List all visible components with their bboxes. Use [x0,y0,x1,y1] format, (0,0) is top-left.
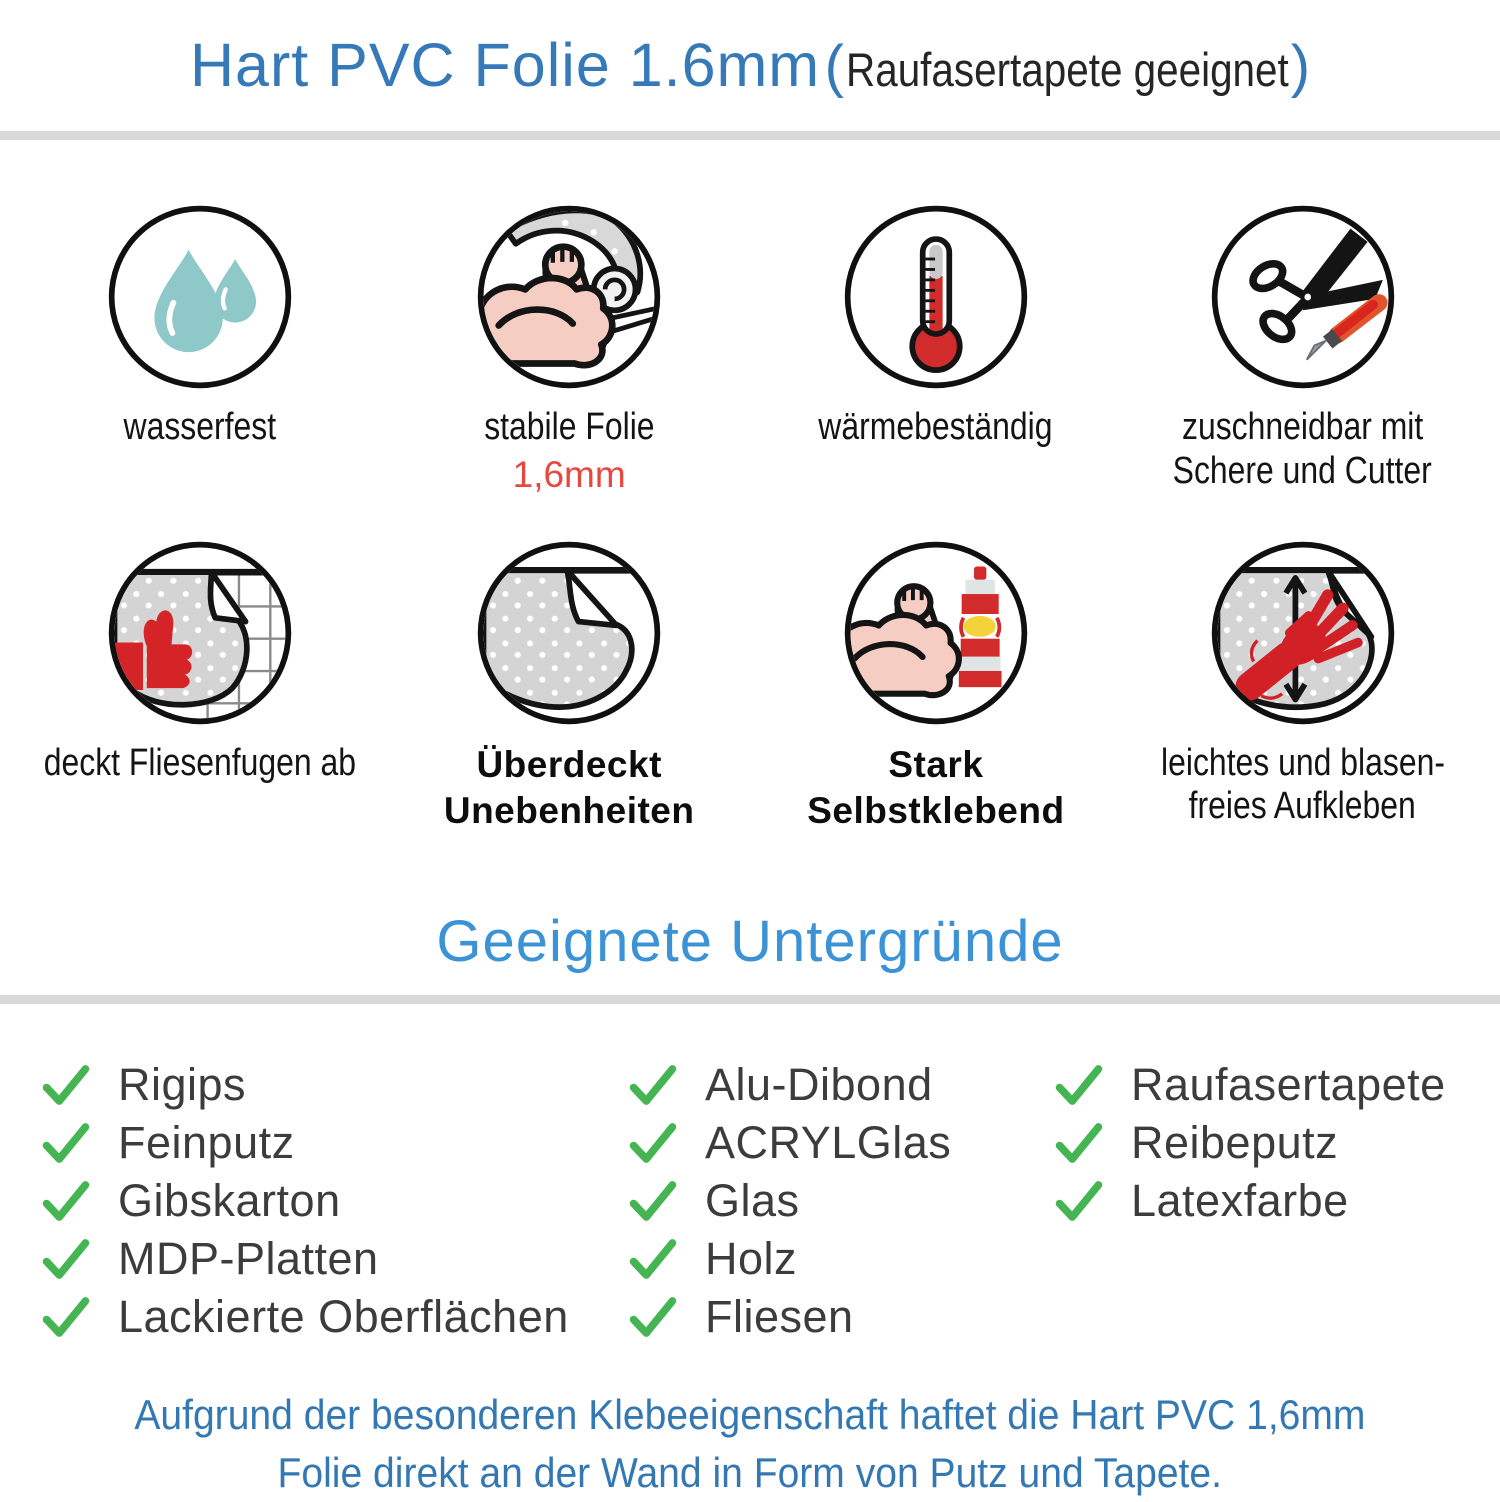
list-item: Reibeputz [1053,1114,1453,1172]
feature-label: Stark Selbstklebend [807,743,1065,831]
feature-fliesenfugen [14,538,386,835]
check-icon [1053,1121,1105,1165]
feature-label: wasserfest [123,406,277,448]
check-icon [40,1237,92,1281]
scissors-cutter-icon [1208,202,1398,392]
footer-line-1: Aufgrund der besonderen Klebeeigenschaft haftet die Hart PVC 1,6mm [134,1391,1366,1439]
list-item: ACRYLGlas [627,1114,1053,1172]
feature-label: Überdeckt Unebenheiten [443,743,695,831]
feature-selbstklebend [753,538,1120,835]
check-icon [1053,1063,1105,1107]
muscle-foil-icon [474,202,664,392]
footer-line-2: Folie direkt an der Wand in Form von Putz und Tapete. [277,1449,1223,1497]
feature-label: deckt Fliesenfugen ab [43,741,357,784]
feature-label: zuschneidbar mit Schere und Cutter [1173,406,1433,492]
title-paren-open: ( [824,34,844,99]
check-icon [1053,1179,1105,1223]
page-title: Hart PVC Folie 1.6mm [189,31,821,99]
header [0,0,1500,100]
features-grid [0,202,1500,834]
check-icon [627,1295,679,1339]
mid-divider [0,995,1500,1004]
list-item: Alu-Dibond [627,1056,1053,1114]
list-item: Rigips [40,1056,627,1114]
feature-wasserfest [14,202,386,496]
feature-label: stabile Folie [484,406,655,448]
feature-zuschneidbar [1119,202,1486,496]
top-divider [0,131,1500,140]
list-item: Raufasertapete [1053,1056,1453,1114]
check-icon [627,1179,679,1223]
title-subtitle: Raufasertapete geeignet [845,43,1289,96]
list-item: MDP-Platten [40,1230,627,1288]
check-icon [627,1063,679,1107]
muscle-glue-icon [841,538,1031,728]
substrates-heading: Geeignete Untergründe [436,909,1064,975]
feature-waermebestaendig [753,202,1120,496]
list-item: Glas [627,1172,1053,1230]
substrates-column-2 [627,1056,1053,1346]
substrates-column-1 [40,1056,627,1346]
check-icon [40,1121,92,1165]
check-icon [627,1237,679,1281]
list-item: Gibskarton [40,1172,627,1230]
feature-label: wärmebeständig [818,406,1054,448]
foil-fold-icon [474,538,664,728]
list-item: Fliesen [627,1288,1053,1346]
check-icon [627,1121,679,1165]
footer-note [0,1386,1500,1502]
title-paren-close: ) [1290,34,1311,99]
list-item: Holz [627,1230,1053,1288]
list-item: Latexfarbe [1053,1172,1453,1230]
feature-ueberdeckt [386,538,753,835]
feature-aufkleben [1119,538,1486,835]
thumb-tiles-icon [105,538,295,728]
substrates-column-3 [1053,1056,1453,1346]
check-icon [40,1063,92,1107]
substrates-list [0,1056,1500,1346]
feature-stabile-folie [386,202,753,496]
feature-sublabel-thickness: 1,6mm [512,453,626,495]
feature-label: leichtes und blasen- freies Aufkleben [1160,741,1445,828]
list-item: Feinputz [40,1114,627,1172]
list-item: Lackierte Oberflächen [40,1288,627,1346]
check-icon [40,1179,92,1223]
hand-foil-icon [1208,538,1398,728]
thermometer-icon [841,202,1031,392]
water-drops-icon [105,202,295,392]
check-icon [40,1295,92,1339]
